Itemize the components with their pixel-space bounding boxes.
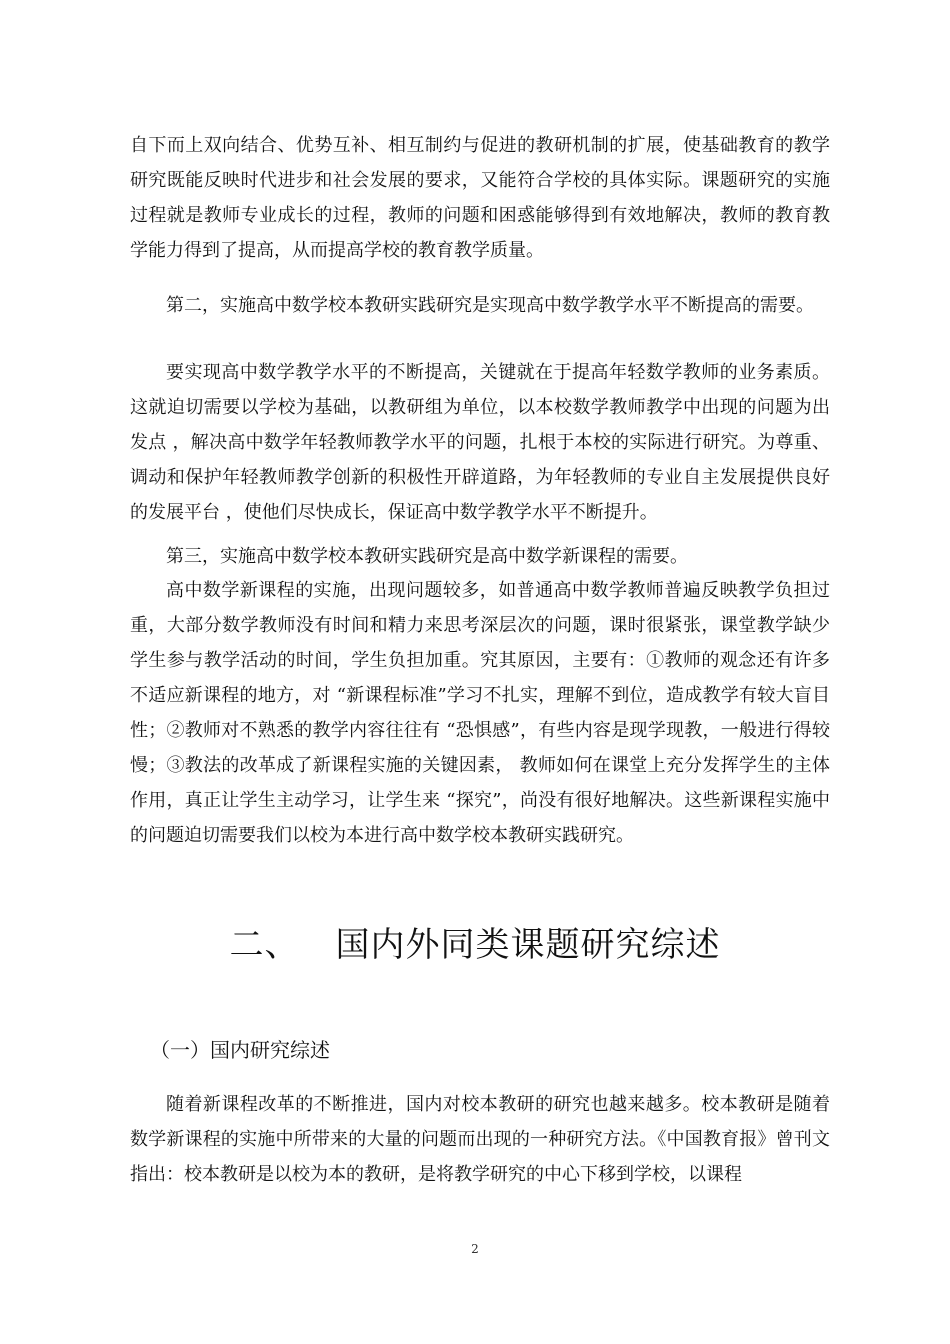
paragraph-second-point: 第二，实施高中数学校本教研实践研究是实现高中数学教学水平不断提高的需要。 bbox=[166, 295, 814, 316]
paragraph-domestic-review: 随着新课程改革的不断推进，国内对校本教研的研究也越来越多。校本教研是随着数学新课程的实施中所带来的大量的问题而出现的一种研究方法。《中国教育报》曾刊文指出：校本教研是以校为本的教研，是将教学研究的中心下移到学校，以课程 bbox=[130, 1094, 830, 1185]
section-heading-title: 国内外同类课题研究综述 bbox=[335, 925, 721, 965]
page-number: 2 bbox=[471, 1242, 479, 1256]
section-heading bbox=[0, 920, 950, 970]
section-heading-number: 二、 bbox=[229, 925, 300, 965]
paragraph-continuation: 自下而上双向结合、优势互补、相互制约与促进的教研机制的扩展，使基础教育的教学研究既能反映时代进步和社会发展的要求，又能符合学校的具体实际。课题研究的实施过程就是教师专业成长的过程，教师的问题和困惑能够得到有效地解决，教师的教育教学能力得到了提高，从而提高学校的教育教学质量。 bbox=[130, 135, 830, 261]
paragraph-third-point: 第三，实施高中数学校本教研实践研究是高中数学新课程的需要。 bbox=[166, 546, 688, 567]
subsection-heading: （一）国内研究综述 bbox=[150, 1038, 330, 1062]
paragraph-teacher-quality: 要实现高中数学教学水平的不断提高，关键就在于提高年轻数学教师的业务素质。这就迫切需要以学校为基础，以教研组为单位，以本校数学教师教学中出现的问题为出发点 ，解决高中数学年轻教师教学水平的问题，扎根于本校的实际进行研究。为尊重、调动和保护年轻教师教学创新的积极性开辟道路，为年轻教师的专业自主发展提供良好的发展平台 ，使他们尽快成长，保证高中数学教学水平不断提升。 bbox=[130, 362, 830, 523]
paragraph-new-curriculum-issues: 高中数学新课程的实施，出现问题较多，如普通高中数学教师普遍反映教学负担过重，大部分数学教师没有时间和精力来思考深层次的问题，课时很紧张，课堂教学缺少学生参与教学活动的时间，学生负担加重。究其原因，主要有：①教师的观念还有许多不适应新课程的地方，对 “新课程标准”学习不扎实，理解不到位，造成教学有较大盲目性；②教师对不熟悉的教学内容往往有 “恐惧感”，有些内容是现学现教，一般进行得较慢；③教法的改革成了新课程实施的关键因素， 教师如何在课堂上充分发挥学生的主体作用，真正让学生主动学习，让学生来 “探究”，尚没有很好地解决。这些新课程实施中的问题迫切需要我们以校为本进行高中数学校本教研实践研究。 bbox=[130, 580, 830, 846]
